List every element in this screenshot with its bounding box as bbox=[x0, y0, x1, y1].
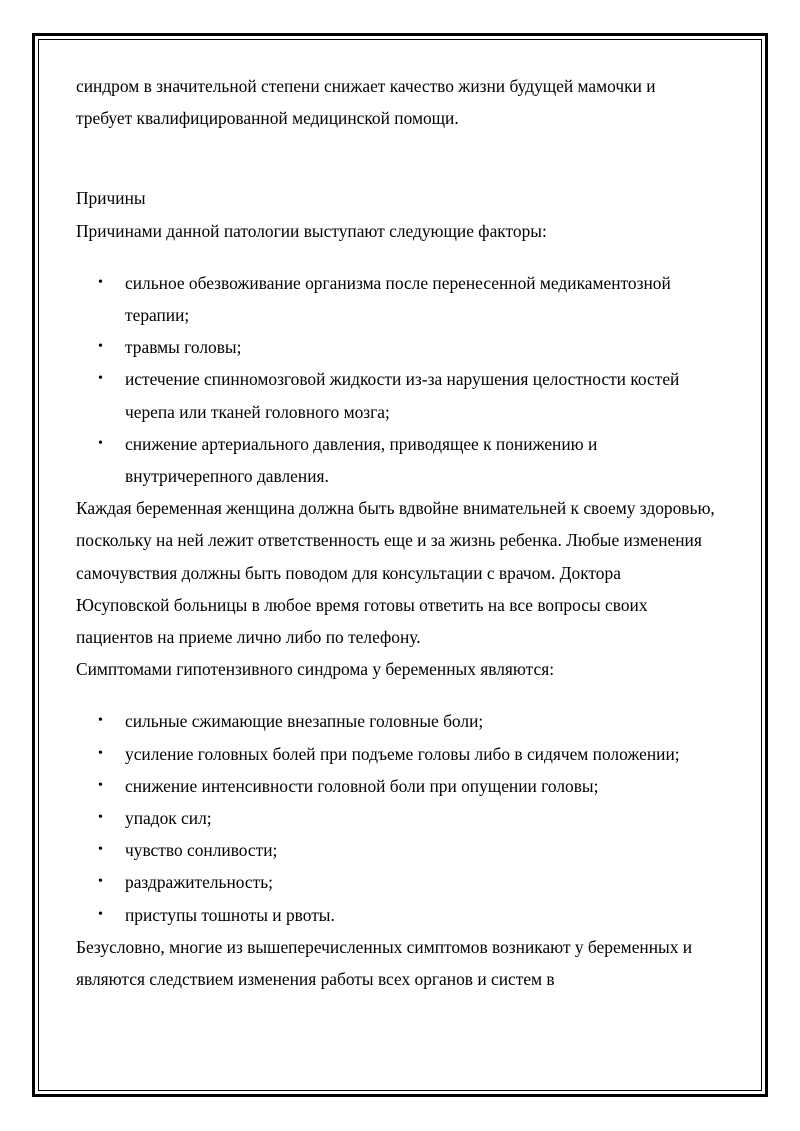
list-item bbox=[76, 899, 736, 931]
bullet-icon: • bbox=[98, 339, 103, 355]
symptoms-lead-text: Симптомами гипотензивного синдрома у беременных являются: bbox=[76, 659, 555, 680]
bullet-icon: • bbox=[98, 713, 103, 729]
causes-lead-text: Причинами данной патологии выступают следующие факторы: bbox=[76, 220, 547, 241]
list-item bbox=[76, 428, 705, 492]
document-body bbox=[76, 70, 736, 995]
bullet-icon: • bbox=[98, 906, 103, 922]
paragraph-closing: Безусловно, многие из вышеперечисленных симптомов возникают у беременных и являются следствием изменения работы всех органов и систем в bbox=[76, 936, 693, 990]
list-item-text: снижение интенсивности головной боли при опущении головы; bbox=[125, 775, 599, 796]
list-item bbox=[76, 738, 685, 770]
list-item-text: сильные сжимающие внезапные головные боли; bbox=[125, 711, 484, 732]
bullet-icon: • bbox=[98, 274, 103, 290]
list-item-text: чувство сонливости; bbox=[125, 840, 278, 861]
symptoms-list bbox=[76, 705, 736, 930]
list-item-text: сильное обезвоживание организма после перенесенной медикаментозной терапии; bbox=[125, 272, 671, 326]
list-item bbox=[76, 331, 736, 363]
list-item-text: упадок сил; bbox=[125, 808, 212, 829]
list-item bbox=[76, 866, 736, 898]
paragraph-intro: синдром в значительной степени снижает качество жизни будущей мамочки и требует квалифицированной медицинской помощи. bbox=[76, 76, 656, 129]
bullet-icon: • bbox=[98, 745, 103, 761]
bullet-icon: • bbox=[98, 810, 103, 826]
list-item bbox=[76, 267, 725, 331]
list-item-text: усиление головных болей при подъеме головы либо в сидячем положении; bbox=[125, 743, 680, 764]
bullet-icon: • bbox=[98, 874, 103, 890]
list-item bbox=[76, 705, 736, 737]
list-item bbox=[76, 802, 736, 834]
bullet-icon: • bbox=[98, 435, 103, 451]
causes-list bbox=[76, 267, 736, 492]
bullet-icon: • bbox=[98, 777, 103, 793]
list-item-text: истечение спинномозговой жидкости из-за нарушения целостности костей черепа или тканей головного мозга; bbox=[125, 369, 680, 422]
spacer bbox=[76, 134, 736, 182]
list-item-text: раздражительность; bbox=[125, 872, 273, 893]
list-item bbox=[76, 834, 736, 866]
list-item bbox=[76, 363, 685, 427]
section-heading-causes: Причины bbox=[76, 188, 146, 209]
bullet-icon: • bbox=[98, 842, 103, 858]
paragraph-care: Каждая беременная женщина должна быть вдвойне внимательней к своему здоровью, поскольку на ней лежит ответственность еще и за жизнь ребенка. Любые изменения самочувствия должны быть поводом для консультации с врачом. Доктора Юсуповской больницы в любое время готовы ответить на все вопросы своих пациентов на приеме лично либо по телефону. bbox=[76, 498, 715, 648]
list-item bbox=[76, 770, 736, 802]
list-item-text: снижение артериального давления, приводящее к понижению и внутричерепного давления. bbox=[125, 433, 598, 487]
list-item-text: приступы тошноты и рвоты. bbox=[125, 904, 335, 925]
bullet-icon: • bbox=[98, 371, 103, 387]
list-item-text: травмы головы; bbox=[125, 337, 242, 358]
